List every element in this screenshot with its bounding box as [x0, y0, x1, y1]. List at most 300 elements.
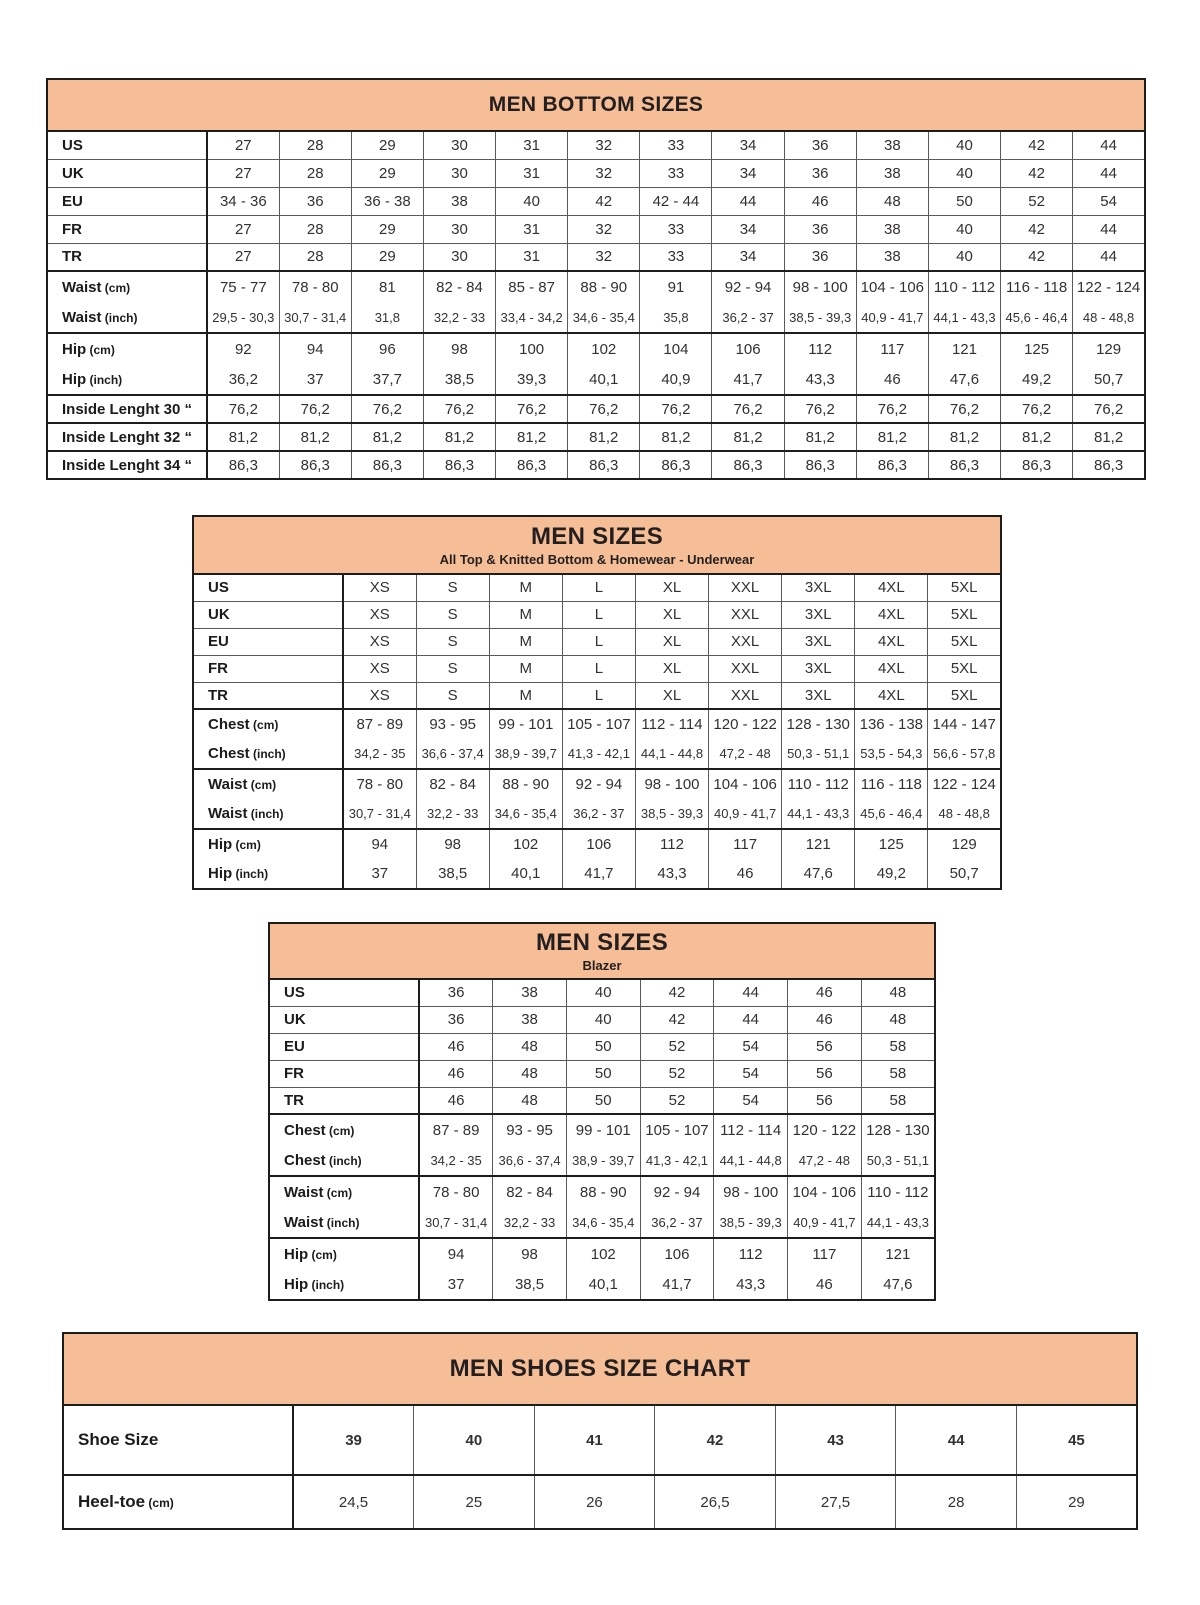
size-cell: 128 - 130 — [861, 1114, 935, 1145]
size-cell: 104 — [640, 333, 712, 364]
size-cell: 44 — [1073, 243, 1145, 271]
size-cell: 76,2 — [279, 395, 351, 423]
table-title: MEN SIZES — [530, 523, 664, 550]
size-cell: 38 — [856, 243, 928, 271]
size-cell: 38 — [856, 131, 928, 159]
size-cell: M — [489, 655, 562, 682]
size-cell: 27 — [207, 131, 279, 159]
size-cell: 116 - 118 — [1001, 271, 1073, 302]
size-cell: 117 — [709, 829, 782, 859]
size-cell: 26,5 — [655, 1475, 776, 1529]
size-cell: 42 — [640, 1006, 714, 1033]
size-table — [62, 1404, 1138, 1530]
size-cell: 42 — [1001, 215, 1073, 243]
size-cell: 93 - 95 — [493, 1114, 567, 1145]
table-row — [193, 628, 1001, 655]
size-cell: 86,3 — [856, 451, 928, 479]
size-cell: 81,2 — [712, 423, 784, 451]
size-cell: 100 — [496, 333, 568, 364]
size-cell: 40,9 — [640, 364, 712, 395]
size-cell: 136 - 138 — [855, 709, 928, 739]
size-cell: 110 - 112 — [861, 1176, 935, 1207]
size-cell: 44 — [1073, 215, 1145, 243]
size-cell: 102 — [568, 333, 640, 364]
size-cell: 44 — [1073, 159, 1145, 187]
size-cell: 112 - 114 — [635, 709, 708, 739]
row-label: FR — [193, 655, 343, 682]
size-cell: 40 — [566, 979, 640, 1006]
size-cell: 3XL — [782, 574, 855, 601]
size-table — [268, 978, 936, 1301]
table-subtitle: All Top & Knitted Bottom & Homewear - Underwear — [439, 552, 755, 567]
table-row — [269, 1207, 935, 1238]
size-table — [46, 130, 1146, 480]
size-cell: 29 — [351, 215, 423, 243]
size-cell: 76,2 — [568, 395, 640, 423]
size-cell: 45,6 - 46,4 — [1001, 302, 1073, 333]
size-cell: 82 - 84 — [416, 769, 489, 799]
size-cell: 76,2 — [784, 395, 856, 423]
size-cell: 56 — [788, 1087, 862, 1114]
size-cell: 48 — [493, 1033, 567, 1060]
men-sizes-tops-grid — [192, 573, 1002, 890]
size-cell: 38,5 — [416, 859, 489, 889]
men-sizes-blazer-grid — [268, 978, 936, 1301]
size-cell: 38,5 — [493, 1269, 567, 1300]
table-row — [47, 187, 1145, 215]
table-title: MEN BOTTOM SIZES — [488, 93, 704, 116]
size-cell: 76,2 — [1001, 395, 1073, 423]
size-cell: 53,5 - 54,3 — [855, 739, 928, 769]
size-cell: 52 — [640, 1033, 714, 1060]
table-row — [193, 709, 1001, 739]
size-cell: 76,2 — [351, 395, 423, 423]
size-cell: 42 — [640, 979, 714, 1006]
size-cell: 4XL — [855, 574, 928, 601]
size-cell: 104 - 106 — [709, 769, 782, 799]
size-cell: 25 — [414, 1475, 535, 1529]
size-cell: 38 — [856, 159, 928, 187]
size-cell: 45 — [1016, 1405, 1137, 1475]
size-cell: 86,3 — [351, 451, 423, 479]
size-cell: 116 - 118 — [855, 769, 928, 799]
size-cell: 38,5 - 39,3 — [784, 302, 856, 333]
size-cell: 106 — [712, 333, 784, 364]
size-cell: 44 — [1073, 131, 1145, 159]
size-cell: 56 — [788, 1060, 862, 1087]
table-row — [47, 243, 1145, 271]
size-cell: 112 - 114 — [714, 1114, 788, 1145]
size-cell: 85 - 87 — [496, 271, 568, 302]
row-label: EU — [193, 628, 343, 655]
table-row — [193, 682, 1001, 709]
size-cell: 40 — [566, 1006, 640, 1033]
size-cell: 38,5 - 39,3 — [635, 799, 708, 829]
table-row — [47, 451, 1145, 479]
size-cell: 44 — [714, 979, 788, 1006]
size-cell: 92 — [207, 333, 279, 364]
size-cell: 38 — [493, 1006, 567, 1033]
row-label: EU — [269, 1033, 419, 1060]
men-shoes-size-chart-header — [62, 1332, 1138, 1404]
size-cell: 47,6 — [928, 364, 1000, 395]
size-cell: 36 — [419, 979, 493, 1006]
size-cell: 30 — [423, 159, 495, 187]
size-cell: XXL — [709, 682, 782, 709]
size-cell: 36,2 - 37 — [640, 1207, 714, 1238]
size-cell: 45,6 - 46,4 — [855, 799, 928, 829]
size-cell: 36 — [784, 131, 856, 159]
size-cell: 54 — [714, 1033, 788, 1060]
size-cell: 78 - 80 — [343, 769, 416, 799]
size-cell: 24,5 — [293, 1475, 414, 1529]
size-cell: 46 — [419, 1060, 493, 1087]
size-cell: 46 — [419, 1033, 493, 1060]
size-cell: 40,1 — [489, 859, 562, 889]
size-cell: 78 - 80 — [279, 271, 351, 302]
size-cell: 86,3 — [496, 451, 568, 479]
size-cell: 86,3 — [279, 451, 351, 479]
men-sizes-blazer-header — [268, 922, 936, 978]
size-cell: 56,6 - 57,8 — [928, 739, 1001, 769]
size-cell: 94 — [419, 1238, 493, 1269]
size-cell: 105 - 107 — [640, 1114, 714, 1145]
size-cell: 4XL — [855, 682, 928, 709]
size-cell: 122 - 124 — [928, 769, 1001, 799]
size-cell: M — [489, 682, 562, 709]
size-cell: 40 — [928, 215, 1000, 243]
size-cell: 93 - 95 — [416, 709, 489, 739]
size-cell: 38,9 - 39,7 — [566, 1145, 640, 1176]
size-cell: 99 - 101 — [566, 1114, 640, 1145]
row-label: UK — [47, 159, 207, 187]
size-cell: 34,6 - 35,4 — [489, 799, 562, 829]
size-cell: 86,3 — [928, 451, 1000, 479]
men-sizes-tops-table — [192, 515, 1002, 890]
size-cell: 38,5 - 39,3 — [714, 1207, 788, 1238]
row-label: EU — [47, 187, 207, 215]
size-cell: 30 — [423, 243, 495, 271]
size-cell: 48 — [493, 1060, 567, 1087]
size-cell: L — [562, 655, 635, 682]
size-cell: 75 - 77 — [207, 271, 279, 302]
size-cell: 43,3 — [635, 859, 708, 889]
table-row — [47, 159, 1145, 187]
size-cell: 33 — [640, 243, 712, 271]
size-cell: 104 - 106 — [856, 271, 928, 302]
size-cell: 81,2 — [351, 423, 423, 451]
size-cell: 48 - 48,8 — [928, 799, 1001, 829]
size-cell: 47,6 — [782, 859, 855, 889]
size-cell: 52 — [1001, 187, 1073, 215]
size-cell: 81,2 — [1073, 423, 1145, 451]
men-sizes-blazer-table — [268, 922, 936, 1301]
size-cell: 78 - 80 — [419, 1176, 493, 1207]
size-cell: 54 — [1073, 187, 1145, 215]
size-cell: XXL — [709, 655, 782, 682]
size-cell: 41,7 — [562, 859, 635, 889]
row-label: US — [269, 979, 419, 1006]
size-cell: 47,6 — [861, 1269, 935, 1300]
size-cell: 50,3 - 51,1 — [782, 739, 855, 769]
size-cell: 125 — [1001, 333, 1073, 364]
size-cell: 98 — [416, 829, 489, 859]
size-cell: 99 - 101 — [489, 709, 562, 739]
table-row — [193, 799, 1001, 829]
size-cell: 33,4 - 34,2 — [496, 302, 568, 333]
size-cell: XL — [635, 655, 708, 682]
table-row — [269, 1060, 935, 1087]
size-cell: 33 — [640, 131, 712, 159]
size-cell: 86,3 — [1073, 451, 1145, 479]
size-cell: 32 — [568, 159, 640, 187]
size-cell: 50,3 - 51,1 — [861, 1145, 935, 1176]
table-row — [193, 739, 1001, 769]
size-cell: 27,5 — [775, 1475, 896, 1529]
size-cell: 37 — [343, 859, 416, 889]
size-cell: 96 — [351, 333, 423, 364]
size-cell: 4XL — [855, 601, 928, 628]
size-cell: 120 - 122 — [709, 709, 782, 739]
size-cell: 58 — [861, 1033, 935, 1060]
size-cell: 40 — [928, 159, 1000, 187]
size-cell: 54 — [714, 1087, 788, 1114]
men-bottom-sizes-header — [46, 78, 1146, 130]
size-cell: 88 - 90 — [489, 769, 562, 799]
size-cell: 36 — [419, 1006, 493, 1033]
size-cell: 44 — [896, 1405, 1017, 1475]
size-cell: 128 - 130 — [782, 709, 855, 739]
table-row — [47, 364, 1145, 395]
row-label: Waist (cm) — [47, 271, 207, 302]
table-row — [47, 333, 1145, 364]
table-row — [47, 423, 1145, 451]
size-cell: 3XL — [782, 628, 855, 655]
size-cell: 27 — [207, 215, 279, 243]
row-label: Hip (cm) — [193, 829, 343, 859]
size-cell: 32,2 - 33 — [423, 302, 495, 333]
size-cell: 47,2 - 48 — [709, 739, 782, 769]
size-cell: 81,2 — [568, 423, 640, 451]
size-cell: 86,3 — [423, 451, 495, 479]
size-cell: 48 — [856, 187, 928, 215]
size-cell: 34 — [712, 131, 784, 159]
size-cell: 110 - 112 — [782, 769, 855, 799]
size-cell: 32 — [568, 131, 640, 159]
size-cell: XL — [635, 601, 708, 628]
size-cell: 52 — [640, 1060, 714, 1087]
row-label: Waist (inch) — [193, 799, 343, 829]
size-cell: XS — [343, 655, 416, 682]
size-cell: 112 — [714, 1238, 788, 1269]
table-row — [193, 655, 1001, 682]
size-cell: XXL — [709, 601, 782, 628]
men-shoes-size-chart-table — [62, 1332, 1138, 1530]
size-cell: 42 — [1001, 159, 1073, 187]
size-cell: L — [562, 628, 635, 655]
row-label: US — [193, 574, 343, 601]
size-cell: 92 - 94 — [562, 769, 635, 799]
size-cell: 50 — [566, 1033, 640, 1060]
row-label: FR — [269, 1060, 419, 1087]
table-row — [269, 1145, 935, 1176]
size-cell: 36 — [784, 215, 856, 243]
size-cell: 46 — [856, 364, 928, 395]
size-cell: 31 — [496, 131, 568, 159]
size-cell: 36 — [784, 159, 856, 187]
size-cell: 38,9 - 39,7 — [489, 739, 562, 769]
size-cell: 28 — [279, 215, 351, 243]
table-row — [269, 1269, 935, 1300]
size-cell: 48 — [861, 1006, 935, 1033]
size-cell: 50,7 — [928, 859, 1001, 889]
size-cell: 86,3 — [712, 451, 784, 479]
size-cell: 46 — [419, 1087, 493, 1114]
size-cell: 34,2 - 35 — [419, 1145, 493, 1176]
size-cell: 43,3 — [784, 364, 856, 395]
size-cell: 121 — [861, 1238, 935, 1269]
row-label: TR — [47, 243, 207, 271]
men-bottom-sizes-grid — [46, 130, 1146, 480]
size-cell: 40,1 — [566, 1269, 640, 1300]
size-cell: 76,2 — [856, 395, 928, 423]
row-label: UK — [269, 1006, 419, 1033]
size-cell: 104 - 106 — [788, 1176, 862, 1207]
size-cell: 88 - 90 — [568, 271, 640, 302]
size-cell: 44,1 - 43,3 — [861, 1207, 935, 1238]
row-label: FR — [47, 215, 207, 243]
size-cell: 30,7 - 31,4 — [343, 799, 416, 829]
size-cell: 98 - 100 — [714, 1176, 788, 1207]
size-cell: 36,2 - 37 — [562, 799, 635, 829]
size-cell: 36,2 — [207, 364, 279, 395]
size-cell: 36 - 38 — [351, 187, 423, 215]
size-cell: 56 — [788, 1033, 862, 1060]
size-cell: 49,2 — [855, 859, 928, 889]
size-cell: 76,2 — [496, 395, 568, 423]
size-cell: M — [489, 574, 562, 601]
size-cell: 98 — [493, 1238, 567, 1269]
size-cell: 30 — [423, 131, 495, 159]
size-cell: 5XL — [928, 574, 1001, 601]
size-cell: 81,2 — [784, 423, 856, 451]
size-cell: M — [489, 628, 562, 655]
size-cell: 37,7 — [351, 364, 423, 395]
size-cell: 31 — [496, 243, 568, 271]
size-cell: 58 — [861, 1087, 935, 1114]
size-cell: 32,2 - 33 — [416, 799, 489, 829]
table-row — [269, 1176, 935, 1207]
size-cell: 102 — [566, 1238, 640, 1269]
size-cell: 50 — [566, 1060, 640, 1087]
size-cell: 81,2 — [423, 423, 495, 451]
size-cell: 102 — [489, 829, 562, 859]
size-cell: 129 — [1073, 333, 1145, 364]
size-cell: 88 - 90 — [566, 1176, 640, 1207]
size-cell: XL — [635, 574, 708, 601]
size-cell: 76,2 — [423, 395, 495, 423]
size-cell: XS — [343, 682, 416, 709]
size-cell: 91 — [640, 271, 712, 302]
size-cell: 106 — [640, 1238, 714, 1269]
row-label: Shoe Size — [63, 1405, 293, 1475]
size-cell: 38,5 — [423, 364, 495, 395]
size-cell: 44,1 - 43,3 — [782, 799, 855, 829]
size-cell: 32,2 - 33 — [493, 1207, 567, 1238]
size-cell: 36,6 - 37,4 — [416, 739, 489, 769]
size-cell: 40,9 - 41,7 — [856, 302, 928, 333]
men-sizes-tops-header — [192, 515, 1002, 573]
row-label: Waist (cm) — [269, 1176, 419, 1207]
size-cell: 5XL — [928, 655, 1001, 682]
size-cell: 110 - 112 — [928, 271, 1000, 302]
size-cell: 58 — [861, 1060, 935, 1087]
size-cell: 40 — [928, 243, 1000, 271]
size-cell: 98 — [423, 333, 495, 364]
table-subtitle: Blazer — [582, 958, 622, 973]
size-cell: 5XL — [928, 628, 1001, 655]
size-cell: 44 — [714, 1006, 788, 1033]
size-cell: 76,2 — [207, 395, 279, 423]
size-cell: 86,3 — [207, 451, 279, 479]
size-cell: 28 — [279, 243, 351, 271]
size-cell: 37 — [279, 364, 351, 395]
size-cell: 42 — [1001, 243, 1073, 271]
size-cell: 82 - 84 — [423, 271, 495, 302]
size-cell: 50 — [928, 187, 1000, 215]
size-cell: 30,7 - 31,4 — [279, 302, 351, 333]
size-cell: 42 — [1001, 131, 1073, 159]
size-cell: S — [416, 682, 489, 709]
size-cell: 52 — [640, 1087, 714, 1114]
size-cell: 48 — [861, 979, 935, 1006]
size-cell: 98 - 100 — [635, 769, 708, 799]
size-cell: 86,3 — [568, 451, 640, 479]
size-cell: XL — [635, 628, 708, 655]
table-row — [47, 271, 1145, 302]
size-cell: 87 - 89 — [343, 709, 416, 739]
size-cell: 44,1 - 44,8 — [635, 739, 708, 769]
size-cell: 34,2 - 35 — [343, 739, 416, 769]
size-cell: 33 — [640, 215, 712, 243]
size-cell: 40 — [928, 131, 1000, 159]
size-cell: 40,9 - 41,7 — [788, 1207, 862, 1238]
table-row — [269, 1114, 935, 1145]
size-cell: 48 — [493, 1087, 567, 1114]
row-label: Waist (inch) — [47, 302, 207, 333]
size-cell: 81,2 — [279, 423, 351, 451]
table-row — [269, 1033, 935, 1060]
row-label: Waist (cm) — [193, 769, 343, 799]
size-cell: S — [416, 628, 489, 655]
size-cell: 3XL — [782, 655, 855, 682]
size-cell: 48 - 48,8 — [1073, 302, 1145, 333]
row-label: TR — [193, 682, 343, 709]
size-cell: 36 — [784, 243, 856, 271]
size-cell: 47,2 - 48 — [788, 1145, 862, 1176]
size-cell: S — [416, 574, 489, 601]
size-cell: 117 — [788, 1238, 862, 1269]
size-cell: 31,8 — [351, 302, 423, 333]
row-label: Chest (inch) — [269, 1145, 419, 1176]
size-cell: 44,1 - 43,3 — [928, 302, 1000, 333]
size-cell: 41,7 — [640, 1269, 714, 1300]
size-cell: 42 — [655, 1405, 776, 1475]
table-row — [269, 1238, 935, 1269]
size-cell: 81,2 — [1001, 423, 1073, 451]
table-row — [47, 131, 1145, 159]
row-label: Hip (cm) — [269, 1238, 419, 1269]
